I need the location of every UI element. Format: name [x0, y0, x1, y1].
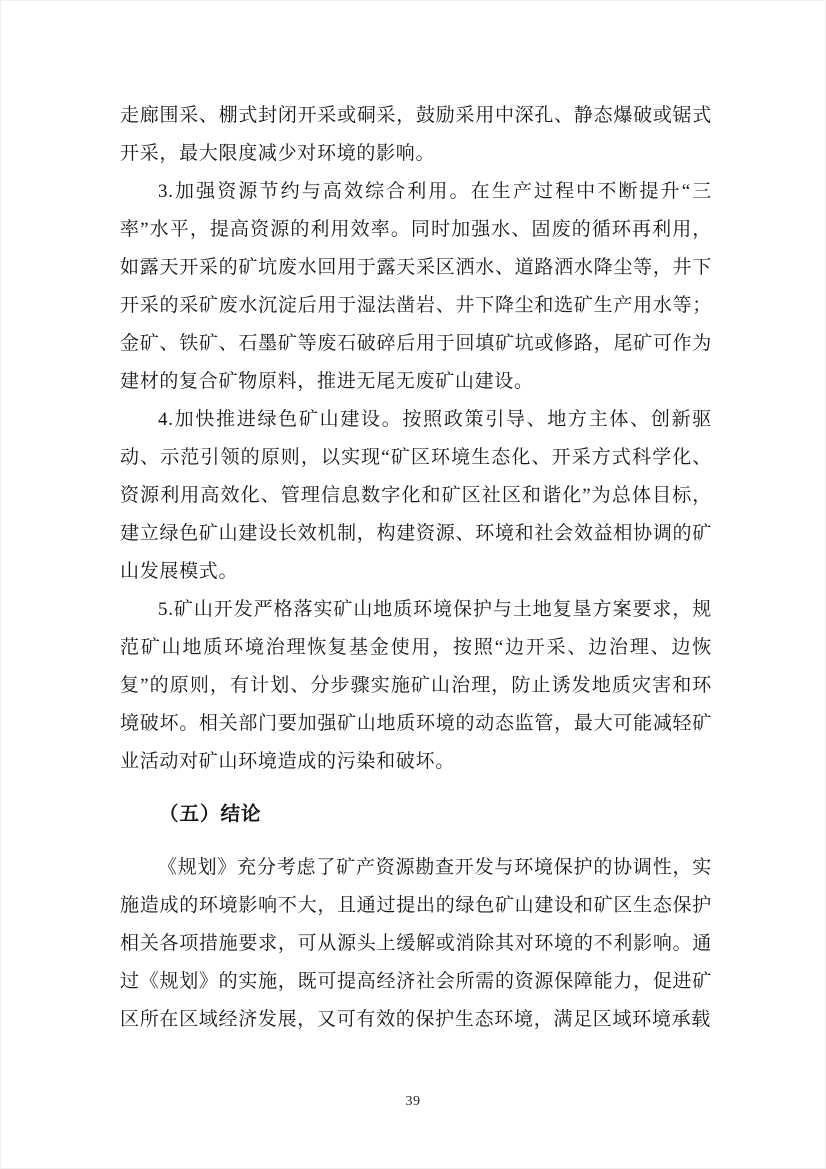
page-footer: [1, 1092, 825, 1110]
section-heading: （五）结论: [159, 804, 262, 825]
paragraph: 3.加强资源节约与高效综合利用。在生产过程中不断提升“三率”水平，提高资源的利用效率。同时加强水、固废的循环再利用，如露天开采的矿坑废水回用于露天采区洒水、道路洒水降尘等，井下开采的采矿废水沉淀后用于湿法凿岩、井下降尘和选矿生产用水等；金矿、铁矿、石墨矿等废石破碎后用于回填矿坑或修路，尾矿可作为建材的复合矿物原料，推进无尾无废矿山建设。: [120, 181, 712, 392]
paragraph: 4.加快推进绿色矿山建设。按照政策引导、地方主体、创新驱动、示范引领的原则，以实现“矿区环境生态化、开采方式科学化、资源利用高效化、管理信息数字化和矿区社区和谐化”为总体目标，建立绿色矿山建设长效机制，构建资源、环境和社会效益相协调的矿山发展模式。: [120, 409, 712, 582]
paragraph: 《规划》充分考虑了矿产资源勘查开发与环境保护的协调性，实施造成的环境影响不大，且通过提出的绿色矿山建设和矿区生态保护相关各项措施要求，可从源头上缓解或消除其对环境的不利影响。通过《规划》的实施，既可提高经济社会所需的资源保障能力，促进矿区所在区域经济发展，又可有效的保护生态环境，满足区域环境承载: [120, 857, 712, 1030]
paragraph: 5.矿山开发严格落实矿山地质环境保护与土地复垦方案要求，规范矿山地质环境治理恢复基金使用，按照“边开采、边治理、边恢复”的原则，有计划、分步骤实施矿山治理，防止诱发地质灾害和环境破坏。相关部门要加强矿山地质环境的动态监管，最大可能减轻矿业活动对矿山环境造成的污染和破坏。: [120, 599, 712, 772]
page-number: 39: [405, 1094, 421, 1109]
document-content: [120, 97, 712, 1039]
paragraph: 走廊围采、棚式封闭开采或硐采，鼓励采用中深孔、静态爆破或锯式开采，最大限度减少对环境的影响。: [120, 105, 712, 164]
